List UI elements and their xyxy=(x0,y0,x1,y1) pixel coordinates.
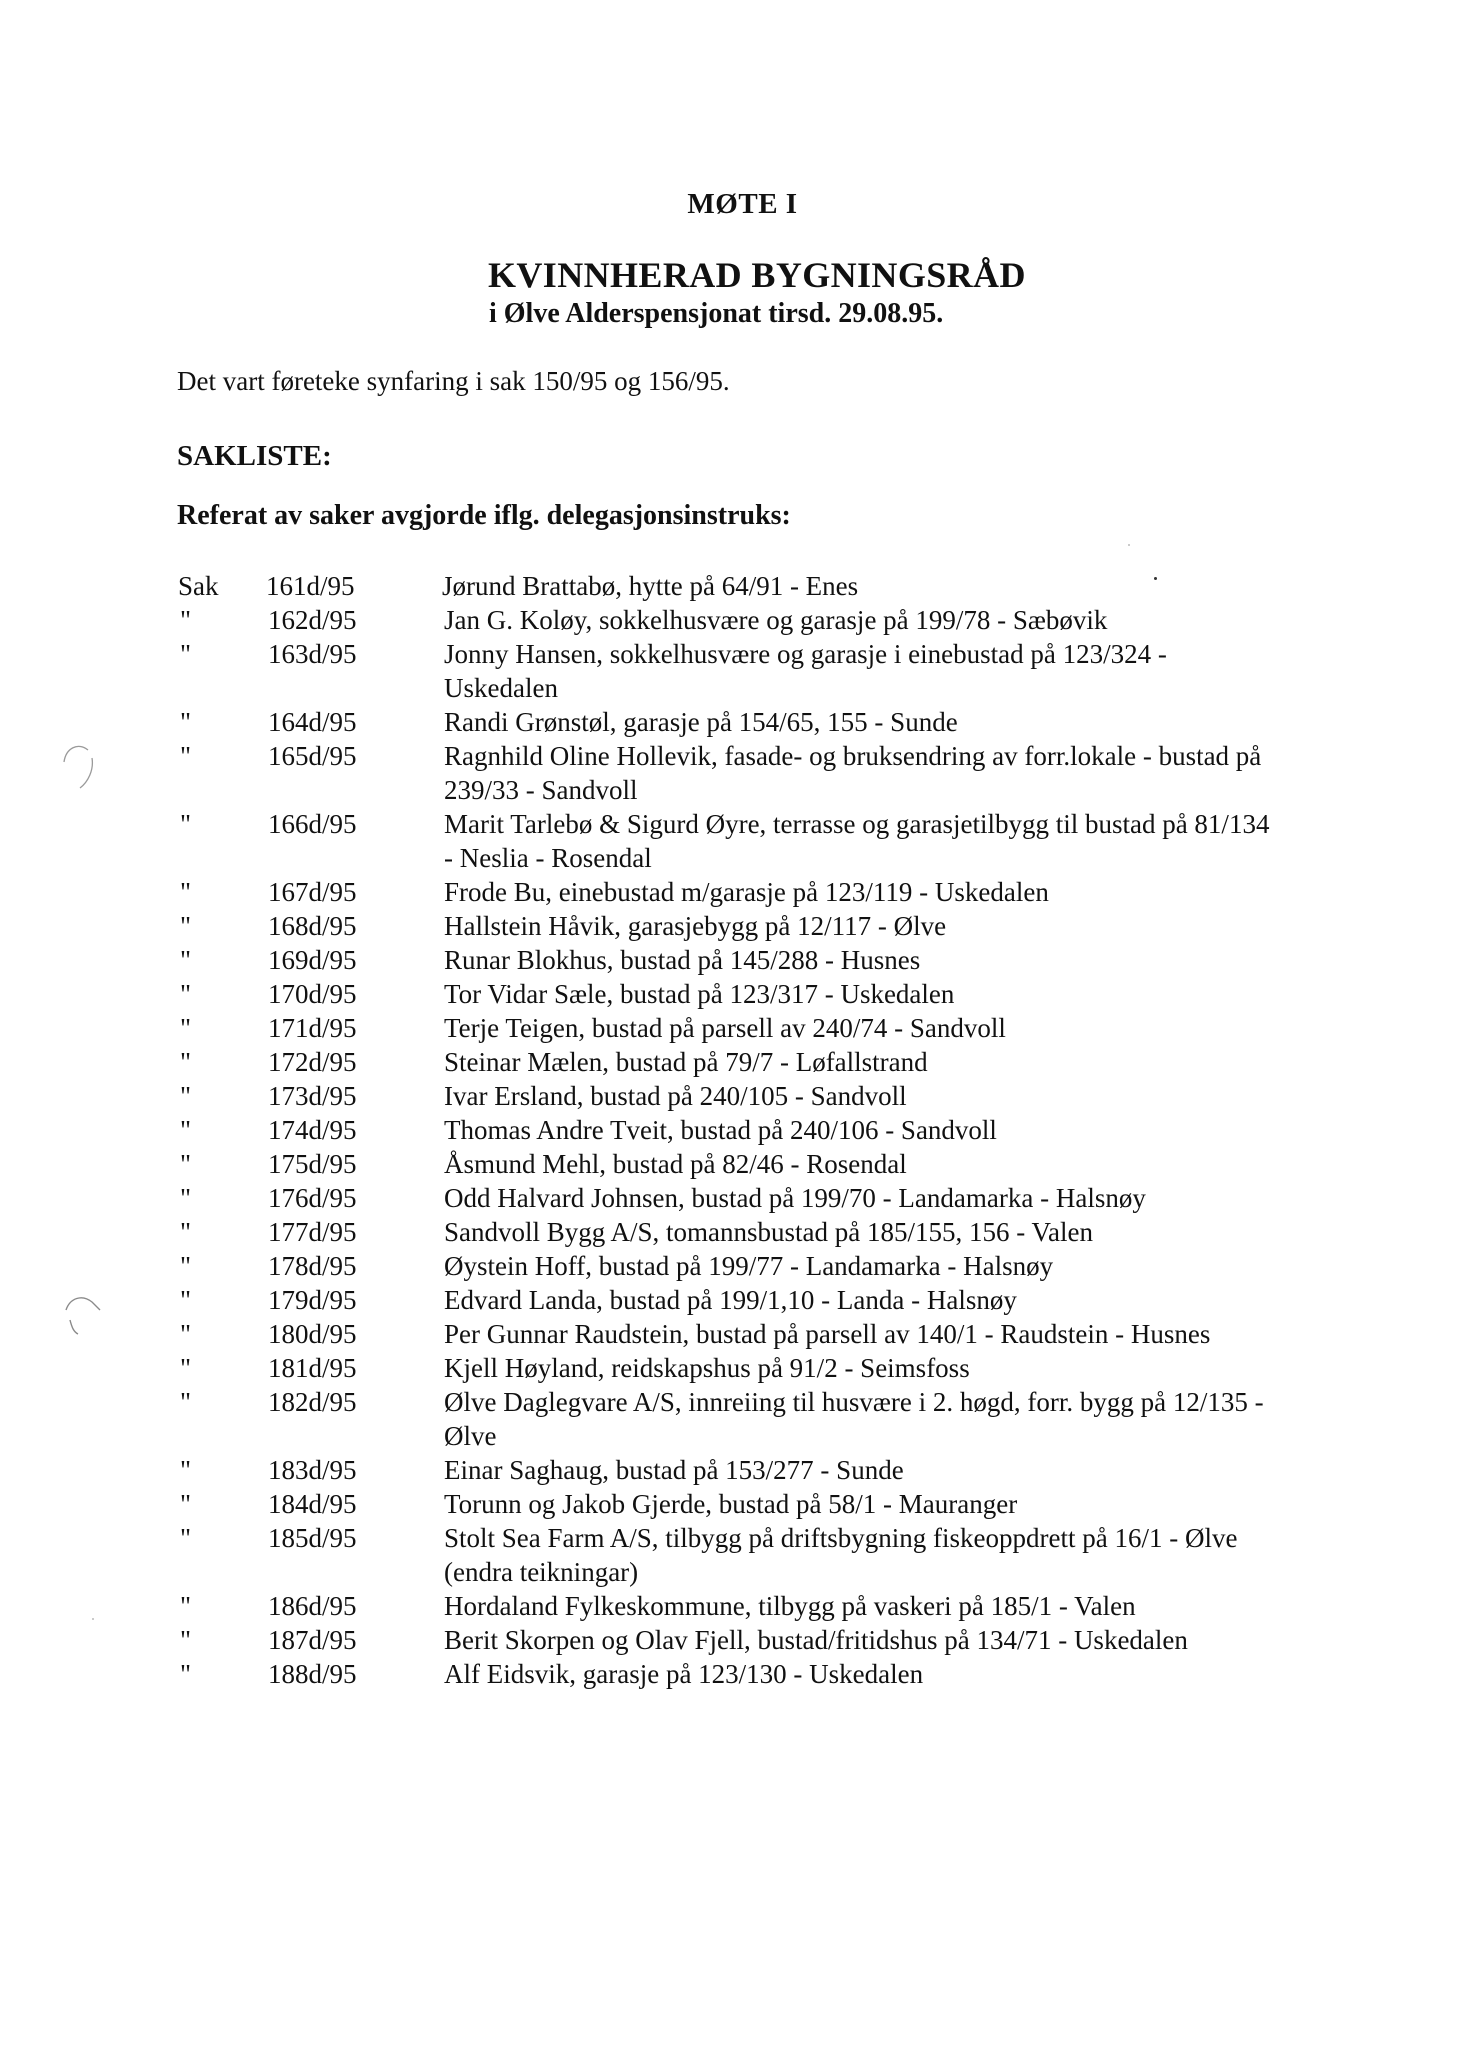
case-number: 181d/95 xyxy=(268,1353,357,1383)
case-description: Åsmund Mehl, bustad på 82/46 - Rosendal xyxy=(444,1149,907,1179)
case-row xyxy=(176,705,1316,739)
case-number: 186d/95 xyxy=(268,1591,357,1621)
case-row xyxy=(176,943,1316,977)
case-description: Stolt Sea Farm A/S, tilbygg på driftsbygning fiskeoppdrett på 16/1 - Ølve (endra teikningar) xyxy=(444,1523,1238,1587)
case-description: Torunn og Jakob Gjerde, bustad på 58/1 - Mauranger xyxy=(444,1489,1018,1519)
ditto-mark: " xyxy=(180,741,192,771)
ditto-mark: " xyxy=(180,1387,192,1417)
ditto-mark: " xyxy=(180,945,192,975)
case-row xyxy=(176,637,1316,705)
case-row xyxy=(176,807,1316,875)
case-prefix-label: Sak xyxy=(178,571,219,601)
case-row xyxy=(176,1487,1316,1521)
ditto-mark: " xyxy=(180,1455,192,1485)
case-row xyxy=(176,1181,1316,1215)
meeting-heading: MØTE I xyxy=(687,188,798,220)
case-row xyxy=(176,1385,1316,1453)
ditto-mark: " xyxy=(180,877,192,907)
case-description: Marit Tarlebø & Sigurd Øyre, terrasse og garasjetilbygg til bustad på 81/134 - Neslia - Rosendal xyxy=(444,809,1270,873)
case-description: Steinar Mælen, bustad på 79/7 - Løfallstrand xyxy=(444,1047,928,1077)
ditto-mark: " xyxy=(180,1659,192,1689)
case-row xyxy=(176,1589,1316,1623)
case-description: Jonny Hansen, sokkelhusvære og garasje i einebustad på 123/324 - Uskedalen xyxy=(444,639,1167,703)
case-description: Berit Skorpen og Olav Fjell, bustad/fritidshus på 134/71 - Uskedalen xyxy=(444,1625,1188,1655)
meeting-place-date: i Ølve Alderspensjonat tirsd. 29.08.95. xyxy=(489,298,944,329)
case-description: Ivar Ersland, bustad på 240/105 - Sandvoll xyxy=(444,1081,907,1111)
case-row xyxy=(176,1623,1316,1657)
case-number: 175d/95 xyxy=(268,1149,357,1179)
case-number: 170d/95 xyxy=(268,979,357,1009)
case-row xyxy=(176,977,1316,1011)
case-description: Jan G. Koløy, sokkelhusvære og garasje på 199/78 - Sæbøvik xyxy=(444,605,1108,635)
case-number: 167d/95 xyxy=(268,877,357,907)
case-row xyxy=(176,875,1316,909)
case-number: 177d/95 xyxy=(268,1217,357,1247)
case-description: Thomas Andre Tveit, bustad på 240/106 - Sandvoll xyxy=(444,1115,997,1145)
case-row xyxy=(176,1317,1316,1351)
ditto-mark: " xyxy=(180,1081,192,1111)
punch-hole-mark-upper xyxy=(58,738,98,794)
ditto-mark: " xyxy=(180,1523,192,1553)
ditto-mark: " xyxy=(180,1183,192,1213)
case-number: 182d/95 xyxy=(268,1387,357,1417)
case-number: 162d/95 xyxy=(268,605,357,635)
case-row xyxy=(176,1283,1316,1317)
case-description: Tor Vidar Sæle, bustad på 123/317 - Uskedalen xyxy=(444,979,955,1009)
case-row xyxy=(176,569,1316,603)
ditto-mark: " xyxy=(180,1319,192,1349)
case-number: 173d/95 xyxy=(268,1081,357,1111)
case-number: 164d/95 xyxy=(268,707,357,737)
case-row xyxy=(176,1249,1316,1283)
case-description: Ragnhild Oline Hollevik, fasade- og bruksendring av forr.lokale - bustad på 239/33 - Sandvoll xyxy=(444,741,1262,805)
saksliste-heading: SAKLISTE: xyxy=(177,440,332,472)
case-number: 166d/95 xyxy=(268,809,357,839)
punch-hole-mark-lower xyxy=(58,1288,104,1338)
ditto-mark: " xyxy=(180,1285,192,1315)
case-description: Frode Bu, einebustad m/garasje på 123/119 - Uskedalen xyxy=(444,877,1049,907)
scan-speck xyxy=(1154,577,1157,580)
case-row xyxy=(176,739,1316,807)
case-description: Randi Grønstøl, garasje på 154/65, 155 - Sunde xyxy=(444,707,958,737)
case-description: Hordaland Fylkeskommune, tilbygg på vaskeri på 185/1 - Valen xyxy=(444,1591,1136,1621)
case-number: 185d/95 xyxy=(268,1523,357,1553)
ditto-mark: " xyxy=(180,1217,192,1247)
case-description: Edvard Landa, bustad på 199/1,10 - Landa - Halsnøy xyxy=(444,1285,1017,1315)
ditto-mark: " xyxy=(180,809,192,839)
case-number: 161d/95 xyxy=(266,571,355,601)
case-number: 163d/95 xyxy=(268,639,357,669)
case-row xyxy=(176,1453,1316,1487)
intro-paragraph: Det vart føreteke synfaring i sak 150/95 og 156/95. xyxy=(177,366,730,396)
case-description: Terje Teigen, bustad på parsell av 240/74 - Sandvoll xyxy=(444,1013,1006,1043)
ditto-mark: " xyxy=(180,1625,192,1655)
board-title: KVINNHERAD BYGNINGSRÅD xyxy=(488,255,1026,295)
case-description: Einar Saghaug, bustad på 153/277 - Sunde xyxy=(444,1455,904,1485)
ditto-mark: " xyxy=(180,639,192,669)
case-description: Per Gunnar Raudstein, bustad på parsell av 140/1 - Raudstein - Husnes xyxy=(444,1319,1211,1349)
ditto-mark: " xyxy=(180,1591,192,1621)
case-description: Jørund Brattabø, hytte på 64/91 - Enes xyxy=(442,571,859,601)
case-row xyxy=(176,1079,1316,1113)
scan-speck xyxy=(1128,544,1130,546)
case-row xyxy=(176,1011,1316,1045)
case-description: Ølve Daglegvare A/S, innreiing til husvære i 2. høgd, forr. bygg på 12/135 - Ølve xyxy=(444,1387,1264,1451)
ditto-mark: " xyxy=(180,911,192,941)
case-row xyxy=(176,909,1316,943)
case-description: Øystein Hoff, bustad på 199/77 - Landamarka - Halsnøy xyxy=(444,1251,1054,1281)
case-number: 171d/95 xyxy=(268,1013,357,1043)
case-row xyxy=(176,1521,1316,1589)
case-number: 178d/95 xyxy=(268,1251,357,1281)
case-row xyxy=(176,1147,1316,1181)
case-description: Hallstein Håvik, garasjebygg på 12/117 - Ølve xyxy=(444,911,947,941)
case-description: Runar Blokhus, bustad på 145/288 - Husnes xyxy=(444,945,921,975)
case-description: Alf Eidsvik, garasje på 123/130 - Uskedalen xyxy=(444,1659,924,1689)
case-number: 168d/95 xyxy=(268,911,357,941)
case-description: Odd Halvard Johnsen, bustad på 199/70 - Landamarka - Halsnøy xyxy=(444,1183,1146,1213)
ditto-mark: " xyxy=(180,707,192,737)
referat-heading: Referat av saker avgjorde iflg. delegasjonsinstruks: xyxy=(177,500,791,531)
ditto-mark: " xyxy=(180,1489,192,1519)
case-row xyxy=(176,1657,1316,1691)
ditto-mark: " xyxy=(180,605,192,635)
case-description: Sandvoll Bygg A/S, tomannsbustad på 185/155, 156 - Valen xyxy=(444,1217,1093,1247)
case-number: 172d/95 xyxy=(268,1047,357,1077)
scan-speck xyxy=(92,1618,94,1620)
case-number: 179d/95 xyxy=(268,1285,357,1315)
case-number: 180d/95 xyxy=(268,1319,357,1349)
ditto-mark: " xyxy=(180,1013,192,1043)
case-number: 183d/95 xyxy=(268,1455,357,1485)
case-row xyxy=(176,603,1316,637)
case-description: Kjell Høyland, reidskapshus på 91/2 - Seimsfoss xyxy=(444,1353,970,1383)
ditto-mark: " xyxy=(180,979,192,1009)
ditto-mark: " xyxy=(180,1149,192,1179)
case-row xyxy=(176,1113,1316,1147)
case-row xyxy=(176,1215,1316,1249)
case-number: 176d/95 xyxy=(268,1183,357,1213)
ditto-mark: " xyxy=(180,1115,192,1145)
case-number: 169d/95 xyxy=(268,945,357,975)
case-number: 174d/95 xyxy=(268,1115,357,1145)
case-number: 184d/95 xyxy=(268,1489,357,1519)
ditto-mark: " xyxy=(180,1353,192,1383)
case-row xyxy=(176,1351,1316,1385)
ditto-mark: " xyxy=(180,1047,192,1077)
case-list xyxy=(176,569,1316,1691)
case-number: 187d/95 xyxy=(268,1625,357,1655)
case-number: 165d/95 xyxy=(268,741,357,771)
case-row xyxy=(176,1045,1316,1079)
ditto-mark: " xyxy=(180,1251,192,1281)
case-number: 188d/95 xyxy=(268,1659,357,1689)
